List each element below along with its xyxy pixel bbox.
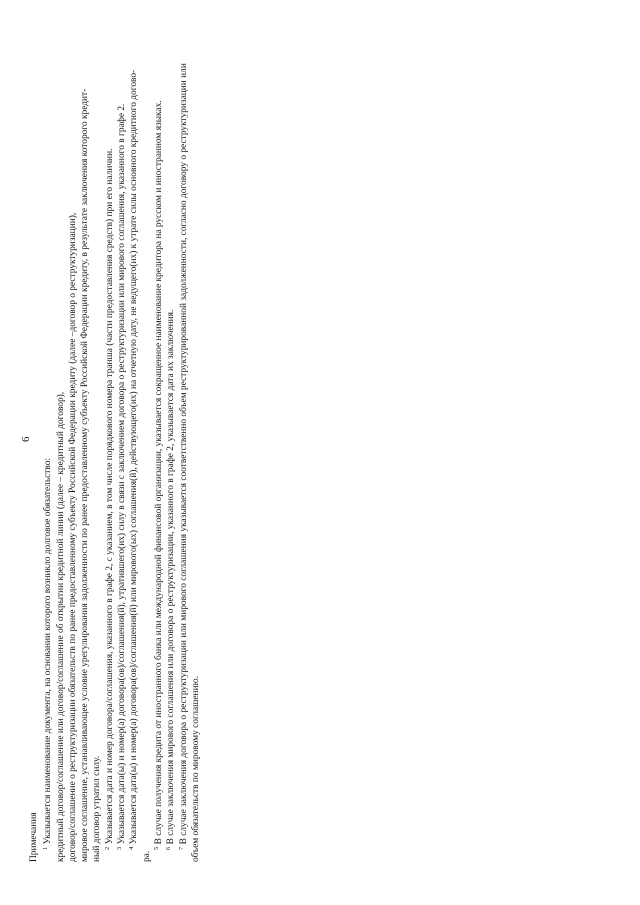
footnote-mark: 1 xyxy=(42,846,50,850)
note-line xyxy=(104,32,116,862)
note-line xyxy=(79,32,91,862)
note-line xyxy=(42,32,54,862)
footnote-mark: 7 xyxy=(177,846,185,850)
note-text: ный договор утратил силу. xyxy=(92,755,103,862)
footnote-mark: 5 xyxy=(152,846,160,850)
note-line xyxy=(141,32,153,862)
document-sheet xyxy=(28,32,202,862)
note-line xyxy=(91,32,103,862)
footnote-mark: 6 xyxy=(165,846,173,850)
note-text: Указывается дата(ы) и номер(а) договора(ов)/соглашения(й), утратившего(их) силу в связи с заключением договора о реструктуризации или мирового соглашения, указанного в графе 2. xyxy=(117,103,128,845)
footnote-mark: 3 xyxy=(116,846,124,850)
note-text: Указывается дата и номер договора/соглашения, указанного в графе 2, с указанием, в том числе порядкового номера транша (части предоставления средств) при его наличии. xyxy=(104,148,115,845)
note-line xyxy=(128,32,140,862)
notes-title: Примечания xyxy=(29,812,39,862)
note-line xyxy=(165,32,177,862)
note-line xyxy=(116,32,128,862)
note-text: В случае получения кредита от иностранного банка или международной финансовой организации, указывается сокращенное наименование кредитора на русском и иностранном языках. xyxy=(153,100,164,845)
note-text: договор/соглашение о реструктуризации обязательств по ранее предоставленному субъекту Российской Федерации кредиту (далее –договор о реструктуризации), xyxy=(67,212,78,862)
note-text: кредитный договор/соглашение или договор/соглашение об открытии кредитной линии (далее – кредитный договор), xyxy=(55,391,66,862)
page-number: 6 xyxy=(20,436,32,442)
note-text: объем обязательств по мировому соглашению. xyxy=(190,676,201,862)
note-text: В случае заключения мирового соглашения или договора о реструктуризации, указанного в графе 2, указывается дата их заключения. xyxy=(166,309,177,845)
note-line xyxy=(55,32,67,862)
note-line xyxy=(153,32,165,862)
note-text: мировое соглашение, устанавливающее условие урегулирования задолженности по ранее предоставленному субъекту Российской Федерации кредиту, в результате заключения которого кредит- xyxy=(80,88,91,862)
note-line xyxy=(67,32,79,862)
note-text: Указывается дата(ы) и номер(а) договора(ов)/соглашения(й) или мирового(ых) соглашения(й), действующего(их) на отчетную дату, не ведущего(их) к утрате силы основного кредитного догово- xyxy=(129,69,140,845)
footnote-mark: 2 xyxy=(103,846,111,850)
note-line xyxy=(178,32,190,862)
note-text: Указывается наименование документа, на основании которого возникло долговое обязательство: xyxy=(43,457,54,845)
note-text: В случае заключения договора о реструктуризации или мирового соглашения указывается соответственно объем реструктурированной задолженности, согласно договору о реструктуризации или xyxy=(178,63,189,845)
note-line xyxy=(190,32,202,862)
footnote-mark: 4 xyxy=(128,846,136,850)
note-text: ра. xyxy=(141,850,152,862)
